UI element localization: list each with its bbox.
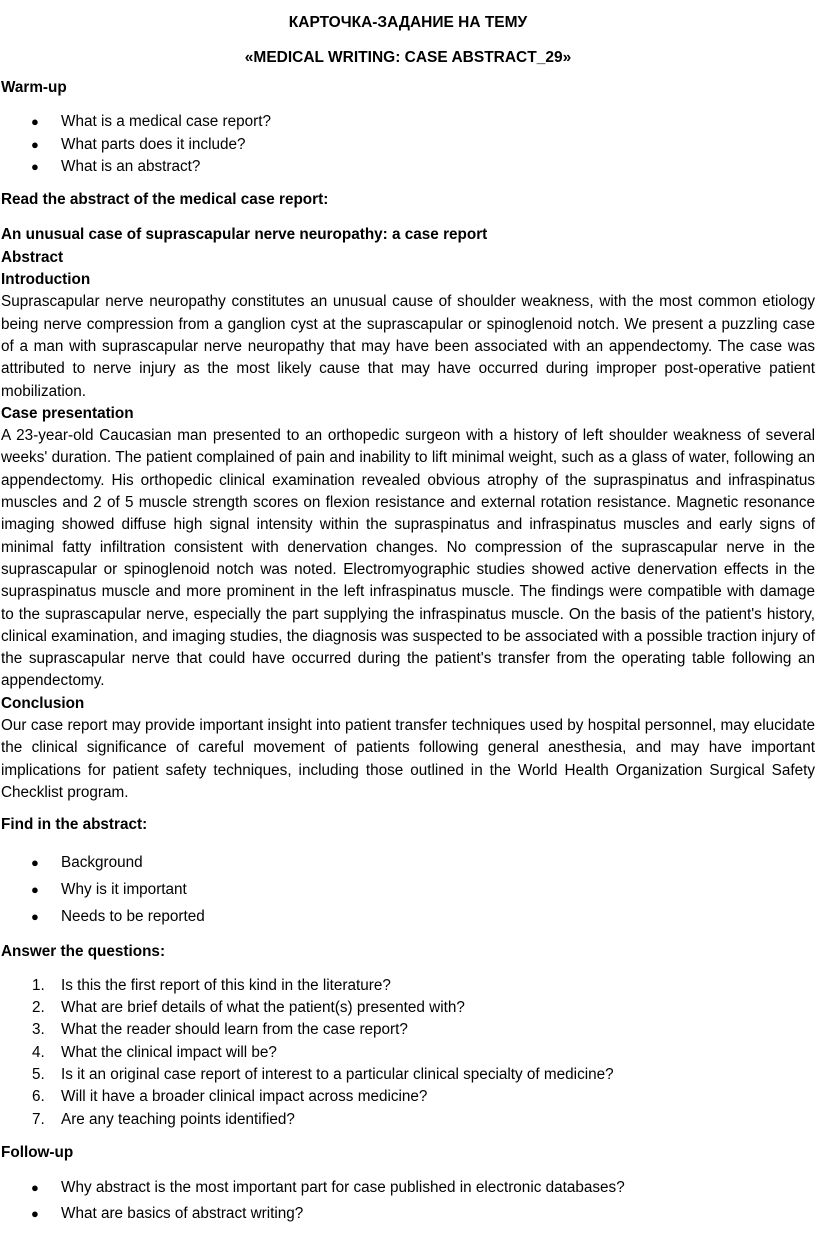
case-presentation-heading: Case presentation [1,404,134,422]
bullet-icon: ● [31,854,39,870]
abstract-label: Abstract [1,248,64,266]
bullet-icon: ● [31,158,39,174]
list-item [1,997,815,1019]
warmup-heading: Warm-up [1,79,67,96]
find-heading: Find in the abstract: [1,816,148,834]
conclusion-heading: Conclusion [1,694,85,712]
list-item-text: What the clinical impact will be? [61,1043,277,1061]
introduction-text: Suprascapular nerve neuropathy constitutes an unusual cause of shoulder weakness, with the most common etiology being nerve compression from a ganglion cyst at the suprascapular or spinoglenoid notch. We present a puzzling case of a man with suprascapular nerve neuropathy that may have been associated with an appendectomy. The case was attributed to nerve injury as the most likely cause that may have occurred during improper post-operative patient mobilization. [1,293,815,400]
list-item-text: Why abstract is the most important part for case published in electronic databases? [61,1179,625,1197]
list-number: 4. [32,1043,45,1061]
list-item-text: What the reader should learn from the case report? [61,1021,408,1039]
list-item [1,1042,815,1064]
list-item [1,1019,815,1041]
list-item-text: What parts does it include? [61,135,246,153]
bullet-icon: ● [31,136,39,152]
bullet-icon: ● [31,908,39,924]
list-number: 1. [32,976,45,994]
case-abstract [1,224,815,804]
list-item [1,849,815,876]
list-item-text: What are brief details of what the patient(s) presented with? [61,999,465,1017]
list-item-text: Why is it important [61,880,187,898]
bullet-icon: ● [31,1206,39,1222]
followup-heading: Follow-up [1,1143,74,1161]
document-title-line-2: «MEDICAL WRITING: CASE ABSTRACT_29» [244,49,572,66]
case-presentation-text: A 23-year-old Caucasian man presented to an orthopedic surgeon with a history of left shoulder weakness of several weeks' duration. The patient complained of pain and inability to lift minimal weight, such as a glass of water, following an appendectomy. His orthopedic clinical examination revealed obvious atrophy of the supraspinatus and infraspinatus muscles and 2 of 5 muscle strength scores on flexion resistance and external rotation resistance. Magnetic resonance imaging showed diffuse high signal intensity within the supraspinatus and infraspinatus muscles and early signs of minimal fatty infiltration consistent with denervation changes. No compression of the suprascapular nerve in the suprascapular or spinoglenoid notch was noted. Electromyographic studies showed active denervation effects in the supraspinatus muscle and more prominent in the left infraspinatus muscle. The findings were compatible with damage to the suprascapular nerve, especially the part supplying the infraspinatus muscle. On the basis of the patient's history, clinical examination, and imaging studies, the diagnosis was suspected to be associated with a possible traction injury of the suprascapular nerve that could have occurred during the patient's transfer from the operating table following an appendectomy. [1,427,815,690]
list-item [1,156,815,178]
list-item-text: Background [61,853,143,871]
list-item [1,1086,815,1108]
questions-list [1,975,815,1131]
list-item-text: Is this the first report of this kind in the literature? [61,976,391,994]
list-item-text: What is a medical case report? [61,113,271,131]
list-item [1,903,815,930]
conclusion-text: Our case report may provide important insight into patient transfer techniques used by hospital personnel, may elucidate the clinical significance of careful movement of patients following general anesthesia, and may have important implications for patient safety techniques, including those outlined in the World Health Organization Surgical Safety Checklist program. [1,717,815,801]
followup-list [1,1175,815,1227]
list-item-text: Will it have a broader clinical impact across medicine? [61,1088,428,1106]
warmup-list [1,111,815,178]
list-number: 5. [32,1065,45,1083]
bullet-icon: ● [31,114,39,130]
answer-heading: Answer the questions: [1,942,166,960]
list-item [1,134,815,156]
read-heading: Read the abstract of the medical case report: [1,191,329,209]
find-list [1,849,815,930]
list-item [1,1175,815,1201]
list-item [1,876,815,903]
list-item-text: Is it an original case report of interest to a particular clinical specialty of medicine? [61,1065,614,1083]
list-item [1,111,815,133]
list-number: 6. [32,1088,45,1106]
bullet-icon: ● [31,881,39,897]
article-title: An unusual case of suprascapular nerve neuropathy: a case report [1,226,488,244]
list-number: 7. [32,1110,45,1128]
list-item-text: What are basics of abstract writing? [61,1205,304,1223]
list-item-text: What is an abstract? [61,157,201,175]
list-item-text: Are any teaching points identified? [61,1110,295,1128]
bullet-icon: ● [31,1180,39,1196]
document-title-line-1: КАРТОЧКА-ЗАДАНИЕ НА ТЕМУ [288,14,528,31]
introduction-heading: Introduction [1,271,91,289]
list-item [1,1064,815,1086]
list-number: 2. [32,999,45,1017]
list-item-text: Needs to be reported [61,907,205,925]
list-item [1,1109,815,1131]
list-item [1,975,815,997]
list-item [1,1201,815,1227]
list-number: 3. [32,1021,45,1039]
